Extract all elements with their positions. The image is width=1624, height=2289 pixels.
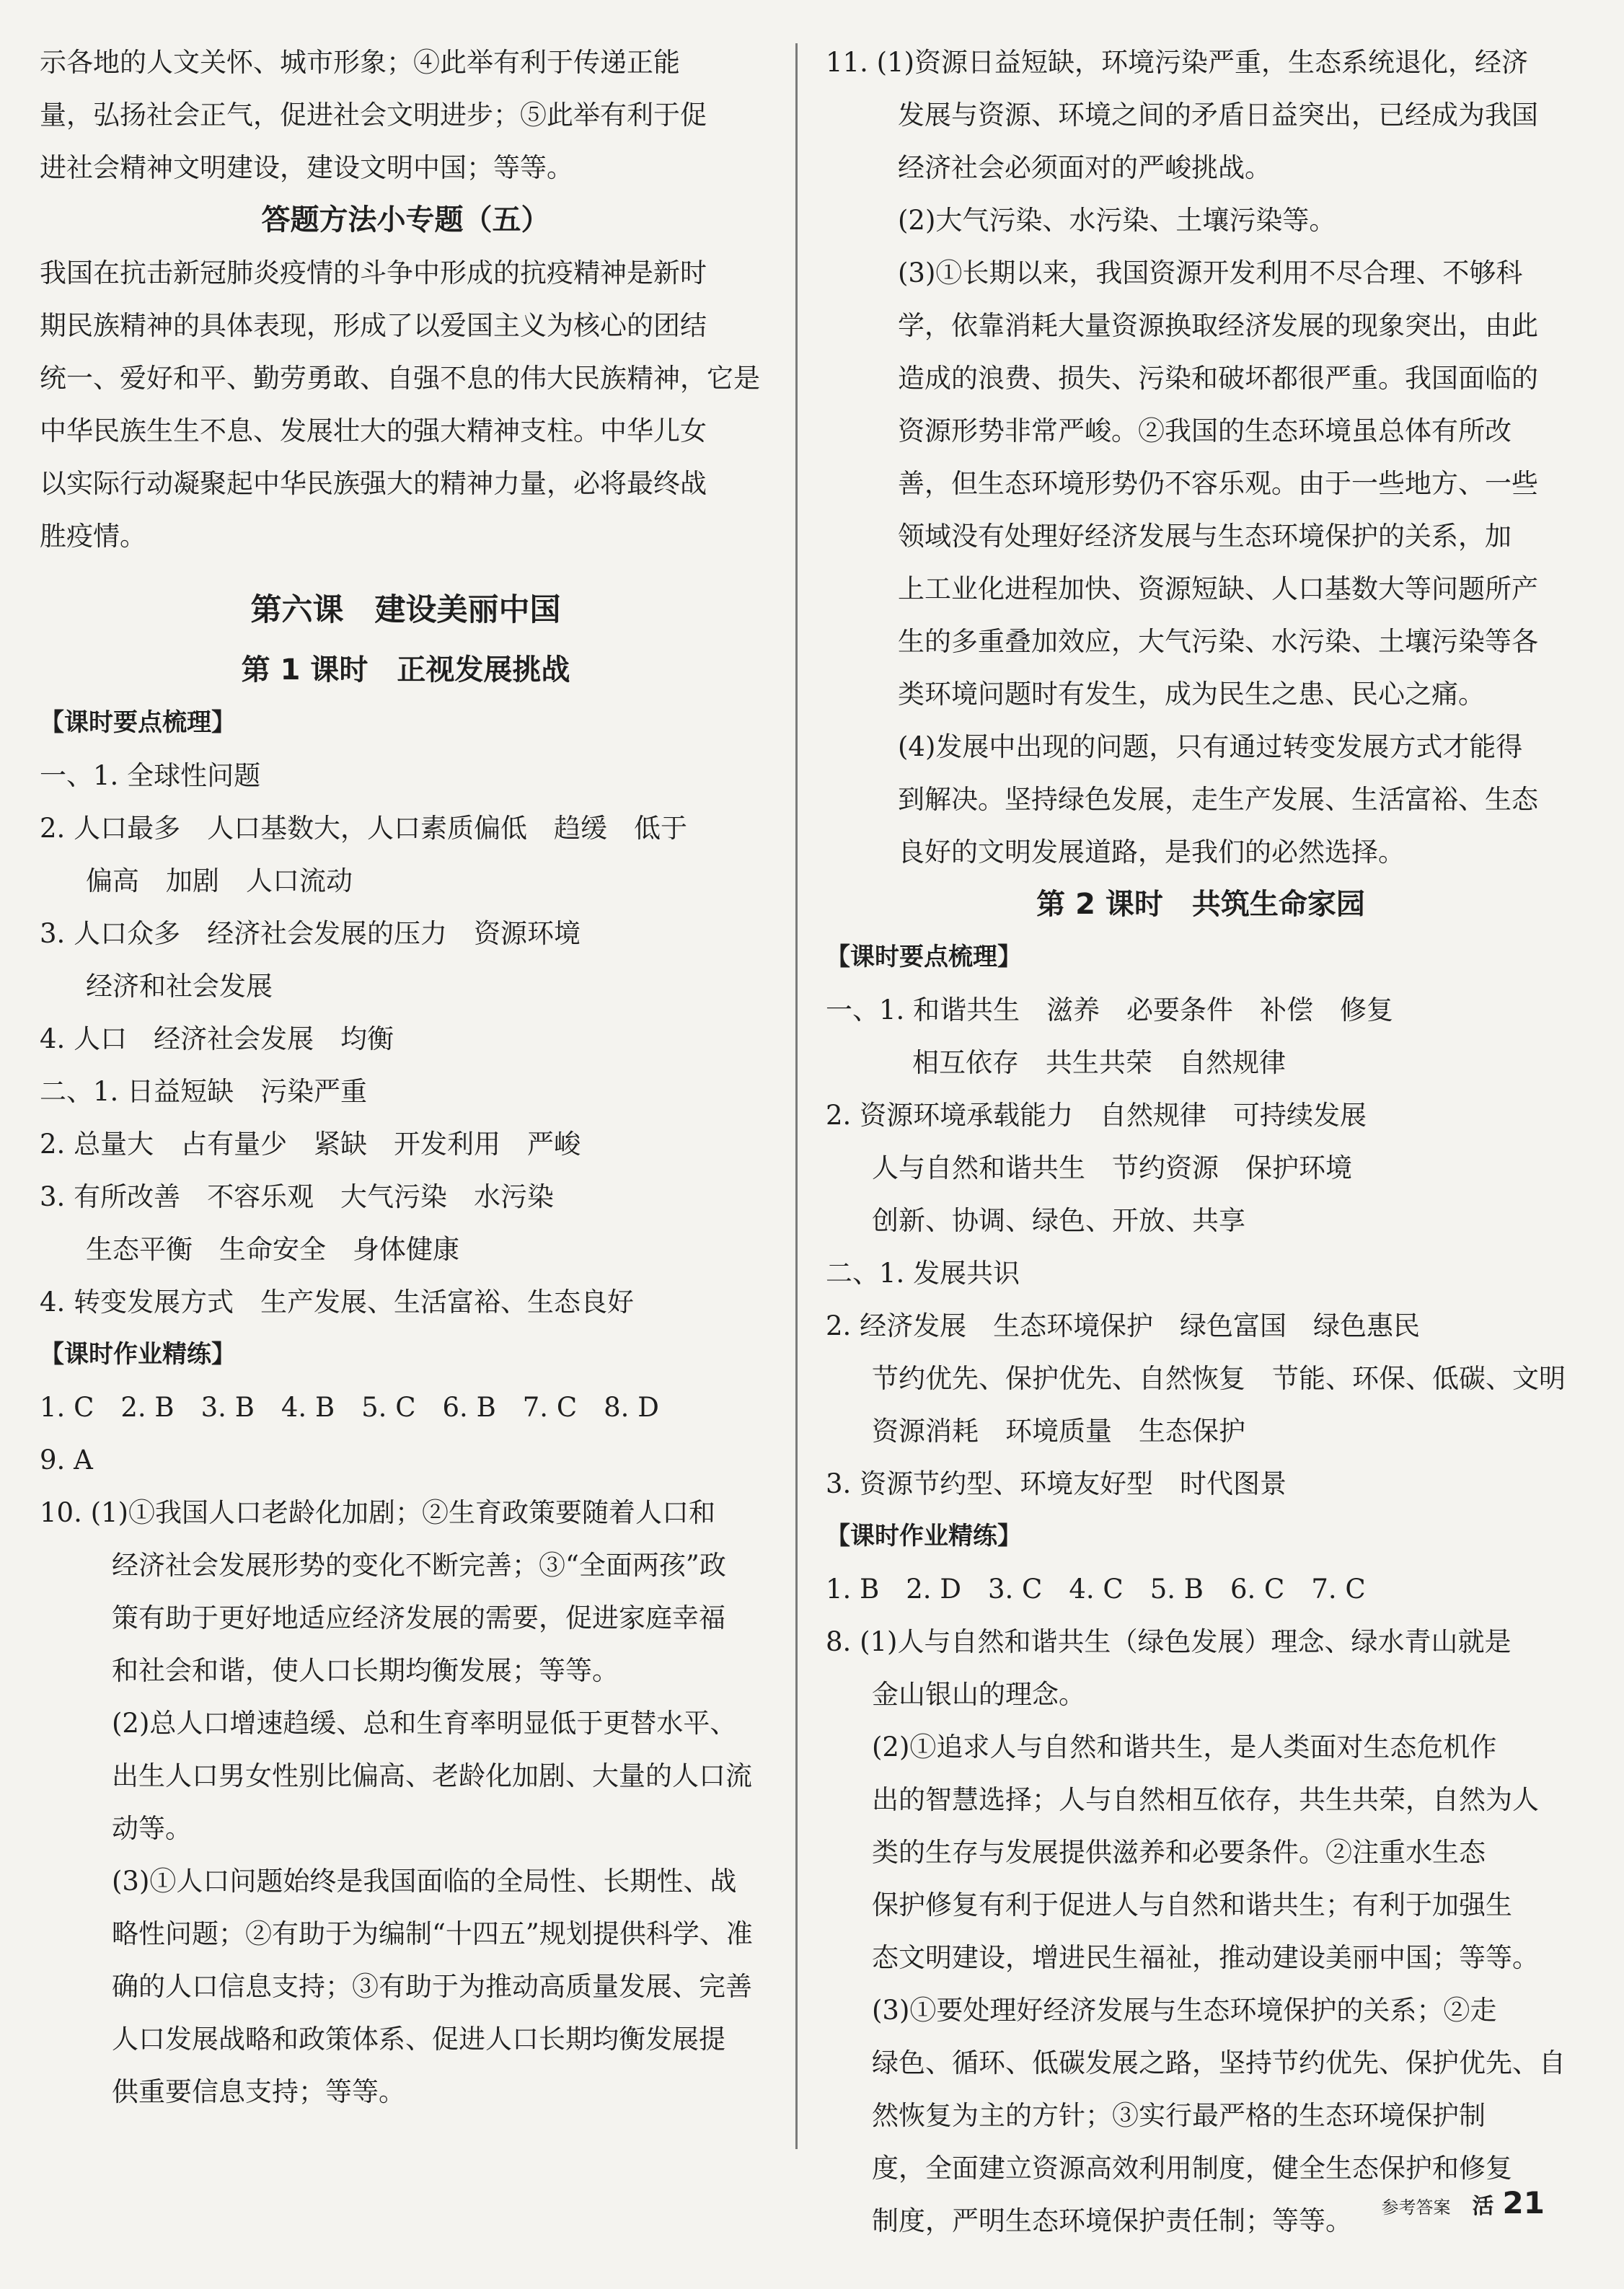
text-line: 类环境问题时有发生，成为民生之患、民心之痛。 — [898, 679, 1485, 710]
text-line: 1. B 2. D 3. C 4. C 5. B 6. C 7. C — [826, 1574, 1366, 1605]
text-line: 资源形势非常严峻。②我国的生态环境虽总体有所改 — [898, 415, 1512, 446]
text-line: 以实际行动凝聚起中华民族强大的精神力量，必将最终战 — [40, 468, 707, 499]
column-divider — [795, 43, 798, 2149]
text-line: (2)总人口增速趋缓、总和生育率明显低于更替水平、 — [112, 1708, 737, 1739]
text-line: 善，但生态环境形势仍不容乐观。由于一些地方、一些 — [898, 468, 1538, 499]
text-line: 略性问题；②有助于为编制“十四五”规划提供科学、准 — [112, 1918, 753, 1949]
text-line: 进社会精神文明建设，建设文明中国；等等。 — [40, 152, 573, 183]
text-line: 态文明建设，增进民生福祉，推动建设美丽中国；等等。 — [872, 1942, 1539, 1973]
text-line: 人口发展战略和政策体系、促进人口长期均衡发展提 — [112, 2024, 725, 2055]
text-line: 领域没有处理好经济发展与生态环境保护的关系，加 — [898, 521, 1512, 552]
period-title: 第 2 课时 共筑生命家园 — [1036, 888, 1365, 921]
text-line: 二、1. 发展共识 — [826, 1258, 1020, 1289]
text-line: 2. 人口最多 人口基数大，人口素质偏低 趋缓 低于 — [40, 813, 688, 844]
text-line: 生态平衡 生命安全 身体健康 — [86, 1234, 459, 1265]
homework-label: 【课时作业精练】 — [826, 1522, 1022, 1551]
text-line: 绿色、循环、低碳发展之路，坚持节约优先、保护优先、自 — [872, 2047, 1566, 2078]
text-line: 一、1. 全球性问题 — [40, 760, 261, 791]
text-line: 经济和社会发展 — [86, 971, 273, 1002]
text-line: 类的生存与发展提供滋养和必要条件。②注重水生态 — [872, 1837, 1486, 1868]
text-line: 4. 人口 经济社会发展 均衡 — [40, 1023, 394, 1054]
text-line: (3)①要处理好经济发展与生态环境保护的关系；②走 — [872, 1995, 1497, 2026]
text-line: 偏高 加剧 人口流动 — [86, 865, 353, 896]
text-line: 一、1. 和谐共生 滋养 必要条件 补偿 修复 — [826, 994, 1394, 1026]
text-line: 创新、协调、绿色、开放、共享 — [872, 1205, 1245, 1236]
text-line: 供重要信息支持；等等。 — [112, 2076, 405, 2107]
text-line: 11. (1)资源日益短缺，环境污染严重，生态系统退化，经济 — [826, 47, 1529, 78]
footer-label: 参考答案 — [1381, 2197, 1451, 2218]
text-line: 1. C 2. B 3. B 4. B 5. C 6. B 7. C 8. D — [40, 1392, 659, 1423]
footer-subject: 活 — [1472, 2194, 1494, 2219]
text-line: 2. 资源环境承载能力 自然规律 可持续发展 — [826, 1100, 1367, 1131]
text-line: 度，全面建立资源高效利用制度，健全生态保护和修复 — [872, 2153, 1512, 2184]
text-line: 2. 总量大 占有量少 紧缺 开发利用 严峻 — [40, 1129, 581, 1160]
text-line: 期民族精神的具体表现，形成了以爱国主义为核心的团结 — [40, 310, 707, 341]
text-line: 和社会和谐，使人口长期均衡发展；等等。 — [112, 1655, 619, 1686]
text-line: 3. 有所改善 不容乐观 大气污染 水污染 — [40, 1181, 555, 1212]
left-column — [40, 36, 772, 2118]
text-line: 学，依靠消耗大量资源换取经济发展的现象突出，由此 — [898, 310, 1538, 341]
text-line: 统一、爱好和平、勤劳勇敢、自强不息的伟大民族精神，它是 — [40, 363, 760, 394]
text-line: (3)①人口问题始终是我国面临的全局性、长期性、战 — [112, 1866, 737, 1897]
text-line: 动等。 — [112, 1813, 192, 1844]
text-line: (4)发展中出现的问题，只有通过转变发展方式才能得 — [898, 731, 1523, 762]
text-line: (2)①追求人与自然和谐共生，是人类面对生态危机作 — [872, 1732, 1497, 1763]
text-line: (2)大气污染、水污染、土壤污染等。 — [898, 205, 1336, 236]
text-line: 8. (1)人与自然和谐共生（绿色发展）理念、绿水青山就是 — [826, 1626, 1512, 1657]
text-line: 节约优先、保护优先、自然恢复 节能、环保、低碳、文明 — [872, 1363, 1566, 1394]
text-line: 发展与资源、环境之间的矛盾日益突出，已经成为我国 — [898, 100, 1538, 131]
text-line: 策有助于更好地适应经济发展的需要，促进家庭幸福 — [112, 1602, 725, 1633]
text-line: 出生人口男女性别比偏高、老龄化加剧、大量的人口流 — [112, 1760, 752, 1791]
text-line: 良好的文明发展道路，是我们的必然选择。 — [898, 837, 1405, 868]
text-line: 9. A — [40, 1445, 93, 1476]
text-line: 经济社会发展形势的变化不断完善；③“全面两孩”政 — [112, 1550, 726, 1581]
right-column — [826, 36, 1576, 2247]
text-line: 资源消耗 环境质量 生态保护 — [872, 1416, 1245, 1447]
text-line: 我国在抗击新冠肺炎疫情的斗争中形成的抗疫精神是新时 — [40, 257, 707, 288]
text-line: 保护修复有利于促进人与自然和谐共生；有利于加强生 — [872, 1889, 1512, 1920]
text-line: 出的智慧选择；人与自然相互依存，共生共荣，自然为人 — [872, 1784, 1539, 1815]
key-points-label: 【课时要点梳理】 — [40, 708, 236, 737]
text-line: 制度，严明生态环境保护责任制；等等。 — [872, 2205, 1352, 2236]
text-line: 金山银山的理念。 — [872, 1679, 1085, 1710]
text-line: 确的人口信息支持；③有助于为推动高质量发展、完善 — [112, 1971, 752, 2002]
text-line: 经济社会必须面对的严峻挑战。 — [898, 152, 1271, 183]
text-line: 4. 转变发展方式 生产发展、生活富裕、生态良好 — [40, 1287, 635, 1318]
text-line: 相互依存 共生共荣 自然规律 — [912, 1047, 1286, 1078]
text-line: 人与自然和谐共生 节约资源 保护环境 — [872, 1152, 1352, 1183]
method-section-title: 答题方法小专题（五） — [261, 203, 550, 237]
text-line: 量，弘扬社会正气，促进社会文明进步；⑤此举有利于促 — [40, 100, 707, 131]
page-number: 21 — [1502, 2185, 1545, 2220]
text-line: 10. (1)①我国人口老龄化加剧；②生育政策要随着人口和 — [40, 1497, 716, 1528]
text-line: 3. 人口众多 经济社会发展的压力 资源环境 — [40, 918, 581, 949]
text-line: 二、1. 日益短缺 污染严重 — [40, 1076, 368, 1107]
text-line: 生的多重叠加效应，大气污染、水污染、土壤污染等各 — [898, 626, 1538, 657]
text-line: 上工业化进程加快、资源短缺、人口基数大等问题所产 — [898, 573, 1538, 604]
text-line: 中华民族生生不息、发展壮大的强大精神支柱。中华儿女 — [40, 415, 707, 446]
lesson-title: 第六课 建设美丽中国 — [250, 592, 561, 628]
text-line: 3. 资源节约型、环境友好型 时代图景 — [826, 1468, 1287, 1499]
text-line: 示各地的人文关怀、城市形象；④此举有利于传递正能 — [40, 47, 680, 78]
text-line: 然恢复为主的方针；③实行最严格的生态环境保护制 — [872, 2100, 1486, 2131]
key-points-label: 【课时要点梳理】 — [826, 943, 1022, 971]
homework-label: 【课时作业精练】 — [40, 1340, 236, 1369]
text-line: 到解决。坚持绿色发展，走生产发展、生活富裕、生态 — [898, 784, 1538, 815]
text-line: 胜疫情。 — [40, 521, 146, 552]
text-line: 2. 经济发展 生态环境保护 绿色富国 绿色惠民 — [826, 1310, 1421, 1341]
text-line: 造成的浪费、损失、污染和破坏都很严重。我国面临的 — [898, 363, 1538, 394]
period-title: 第 1 课时 正视发展挑战 — [241, 653, 570, 687]
text-line: (3)①长期以来，我国资源开发利用不尽合理、不够科 — [898, 257, 1523, 288]
page-footer — [1382, 2185, 1545, 2220]
